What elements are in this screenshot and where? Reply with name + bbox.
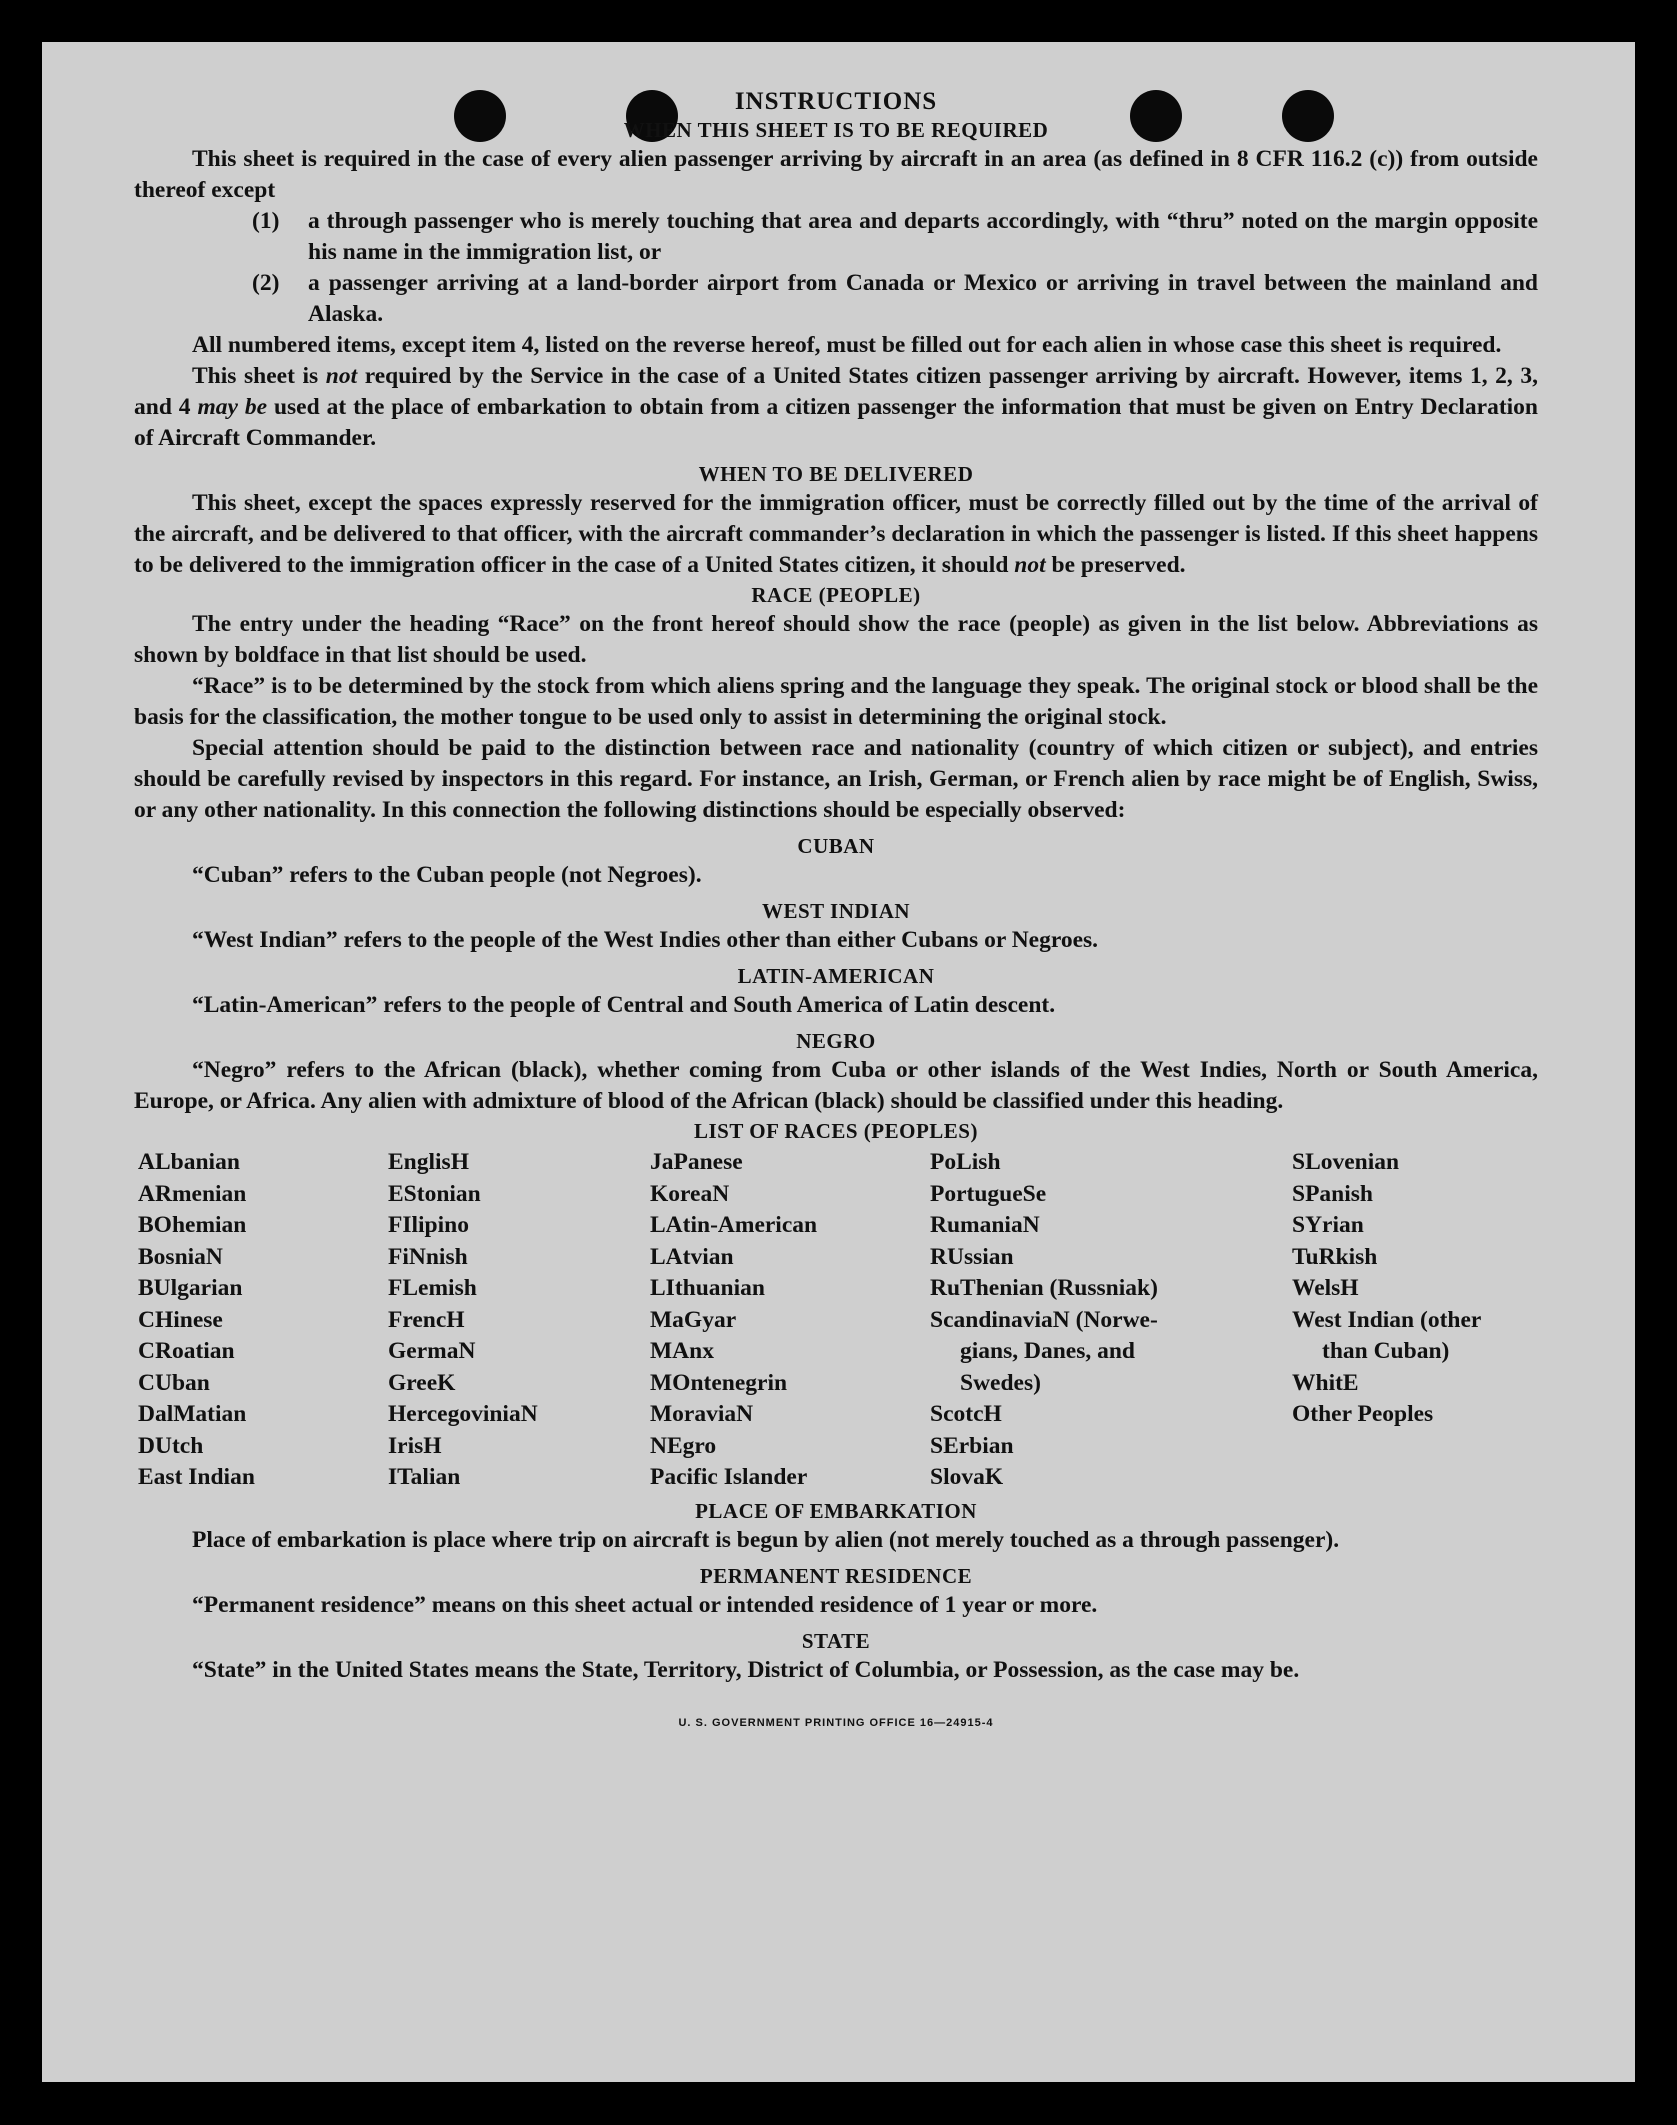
- race-entry: ALbanian: [138, 1149, 240, 1175]
- race-entry: FiNnish: [388, 1243, 468, 1270]
- race-entry-continued: Swedes): [960, 1369, 1041, 1396]
- race-paragraph-3: Special attention should be paid to the distinction between race and nationality (country of which citizen or subject), and entries should be carefully revised by inspectors in this regard. For instance, an Irish, German, or French alien by race might be of English, Swiss, or any other nationality. In this connection the following distinctions should be especially observed:: [134, 735, 1538, 823]
- races-column-2: [388, 1147, 538, 1494]
- section-heading-embarkation: PLACE OF EMBARKATION: [695, 1499, 977, 1523]
- races-list: [134, 1147, 1538, 1497]
- item-text: a passenger arriving at a land-border airport from Canada or Mexico or arriving in travel between the mainland and Alaska.: [308, 270, 1538, 327]
- text-run: required by the Service in the case of a United States citizen passenger arriving by aircraft. However, items 1, 2, 3, and 4: [134, 363, 1539, 420]
- item-text: a through passenger who is merely touching that area and departs accordingly, with “thru” noted on the margin opposite his name in the immigration list, or: [308, 208, 1538, 265]
- race-entry: HercegoviniaN: [388, 1401, 538, 1427]
- race-entry: ARmenian: [138, 1180, 247, 1207]
- race-entry: DalMatian: [138, 1401, 247, 1427]
- race-entry: PortugueSe: [930, 1180, 1047, 1207]
- race-entry: SLovenian: [1292, 1149, 1400, 1175]
- section-heading-when-delivered: WHEN TO BE DELIVERED: [698, 462, 974, 486]
- section-heading-race: RACE (PEOPLE): [751, 583, 921, 607]
- race-paragraph-1: The entry under the heading “Race” on the front hereof should show the race (people) as given in the list below. Abbreviations as shown by boldface in that list should be used.: [134, 611, 1538, 668]
- race-entry: ITalian: [388, 1464, 461, 1490]
- west-indian-definition: “West Indian” refers to the people of the West Indies other than either Cubans or Negroes.: [192, 927, 1099, 953]
- emphasis-not: not: [1014, 552, 1046, 578]
- race-entry: FrencH: [388, 1306, 465, 1333]
- state-definition: “State” in the United States means the State, Territory, District of Columbia, or Possession, as the case may be.: [192, 1657, 1300, 1683]
- race-entry: CRoatian: [138, 1338, 235, 1364]
- race-entry: PoLish: [930, 1149, 1001, 1175]
- races-column-4: [930, 1147, 1158, 1494]
- race-entry: IrisH: [388, 1432, 442, 1459]
- text-run: This sheet, except the spaces expressly reserved for the immigration officer, must be correctly filled out by the time of the arrival of the aircraft, and be delivered to that officer, with the aircraft commander’s declaration in which the passenger is listed. If this sheet happens to be delivered to the immigration officer in the case of a United States citizen, it should: [134, 490, 1538, 578]
- race-entry: ScotcH: [930, 1401, 1002, 1427]
- instructions-content: [134, 88, 1538, 1739]
- race-entry: CHinese: [138, 1306, 223, 1333]
- races-column-1: [138, 1147, 255, 1494]
- section-heading-negro: NEGRO: [796, 1029, 876, 1053]
- race-entry: SlovaK: [930, 1464, 1004, 1490]
- item-number: (1): [252, 208, 280, 234]
- page-title: INSTRUCTIONS: [734, 88, 938, 115]
- race-entry: LAtin-American: [650, 1212, 818, 1238]
- race-entry: MoraviaN: [650, 1401, 754, 1427]
- race-entry: TuRkish: [1292, 1243, 1378, 1270]
- race-entry: EStonian: [388, 1180, 481, 1207]
- exception-item: [252, 268, 1538, 330]
- numbered-items-paragraph: All numbered items, except item 4, listed on the reverse hereof, must be filled out for each alien in whose case this sheet is required.: [192, 332, 1502, 358]
- section-heading-cuban: CUBAN: [797, 834, 875, 858]
- race-entry: RuThenian (Russniak): [930, 1275, 1158, 1301]
- emphasis-may-be: may be: [197, 394, 268, 420]
- race-entry: WhitE: [1292, 1369, 1359, 1396]
- race-entry: SErbian: [930, 1432, 1014, 1459]
- text-run: used at the place of embarkation to obtain from a citizen passenger the information that must be given on Entry Declaration of Aircraft Commander.: [134, 394, 1538, 451]
- section-heading-when-required: WHEN THIS SHEET IS TO BE REQUIRED: [623, 118, 1049, 142]
- race-entry: RUssian: [930, 1243, 1014, 1270]
- race-entry: BosniaN: [138, 1243, 223, 1270]
- race-entry: BOhemian: [138, 1212, 247, 1238]
- section-heading-residence: PERMANENT RESIDENCE: [699, 1564, 973, 1588]
- when-required-intro: This sheet is required in the case of every alien passenger arriving by aircraft in an area (as defined in 8 CFR 116.2 (c)) from outside thereof except: [134, 146, 1538, 203]
- race-entry: East Indian: [138, 1464, 255, 1490]
- race-entry: Other Peoples: [1292, 1401, 1434, 1427]
- race-entry: LAtvian: [650, 1243, 734, 1270]
- race-entry: SPanish: [1292, 1180, 1373, 1207]
- race-entry: WelsH: [1292, 1275, 1359, 1301]
- race-entry: FLemish: [388, 1275, 477, 1301]
- race-entry: MAnx: [650, 1338, 714, 1364]
- races-column-3: [650, 1147, 817, 1494]
- exception-item: [252, 206, 1538, 268]
- race-entry: FIlipino: [388, 1212, 469, 1238]
- section-heading-state: STATE: [801, 1629, 871, 1653]
- citizen-paragraph: [134, 361, 1538, 454]
- race-entry: GreeK: [388, 1369, 456, 1396]
- text-run: This sheet is: [192, 363, 326, 389]
- race-entry: LIthuanian: [650, 1275, 765, 1301]
- negro-definition: “Negro” refers to the African (black), whether coming from Cuba or other islands of the West Indies, North or South America, Europe, or Africa. Any alien with admixture of blood of the African (black) should be classified under this heading.: [134, 1057, 1538, 1114]
- embarkation-definition: Place of embarkation is place where trip on aircraft is begun by alien (not merely touched as a through passenger).: [192, 1527, 1340, 1553]
- race-entry: MaGyar: [650, 1306, 737, 1333]
- section-heading-west-indian: WEST INDIAN: [761, 899, 911, 923]
- section-heading-latin-american: LATIN-AMERICAN: [737, 964, 935, 988]
- race-entry: West Indian (other: [1292, 1306, 1482, 1333]
- race-entry: Pacific Islander: [650, 1464, 808, 1490]
- race-entry: KoreaN: [650, 1180, 730, 1207]
- race-entry-continued: than Cuban): [1322, 1338, 1450, 1364]
- emphasis-not: not: [325, 363, 358, 389]
- race-entry: RumaniaN: [930, 1212, 1040, 1238]
- race-entry-continued: gians, Danes, and: [960, 1338, 1135, 1364]
- race-entry: NEgro: [650, 1432, 717, 1459]
- item-number: (2): [252, 270, 280, 296]
- text-run: be preserved.: [1045, 552, 1186, 578]
- race-entry: ScandinaviaN (Norwe-: [930, 1306, 1158, 1333]
- residence-definition: “Permanent residence” means on this sheet actual or intended residence of 1 year or more.: [192, 1592, 1098, 1618]
- cuban-definition: “Cuban” refers to the Cuban people (not Negroes).: [192, 862, 702, 888]
- race-paragraph-2: “Race” is to be determined by the stock from which aliens spring and the language they speak. The original stock or blood shall be the basis for the classification, the mother tongue to be used only to assist in determining the original stock.: [134, 673, 1538, 730]
- delivered-paragraph: [134, 488, 1538, 581]
- latin-american-definition: “Latin-American” refers to the people of Central and South America of Latin descent.: [192, 992, 1056, 1018]
- race-entry: CUban: [138, 1369, 210, 1396]
- race-entry: JaPanese: [650, 1149, 743, 1175]
- race-entry: GermaN: [388, 1338, 476, 1364]
- races-column-5: [1292, 1147, 1481, 1431]
- race-entry: MOntenegrin: [650, 1369, 788, 1396]
- printing-office-footer: U. S. GOVERNMENT PRINTING OFFICE 16—24915-4: [678, 1717, 994, 1729]
- race-entry: DUtch: [138, 1432, 204, 1459]
- race-entry: SYrian: [1292, 1212, 1364, 1238]
- section-heading-list-of-races: LIST OF RACES (PEOPLES): [694, 1119, 978, 1143]
- race-entry: BUlgarian: [138, 1275, 243, 1301]
- race-entry: EnglisH: [388, 1149, 469, 1175]
